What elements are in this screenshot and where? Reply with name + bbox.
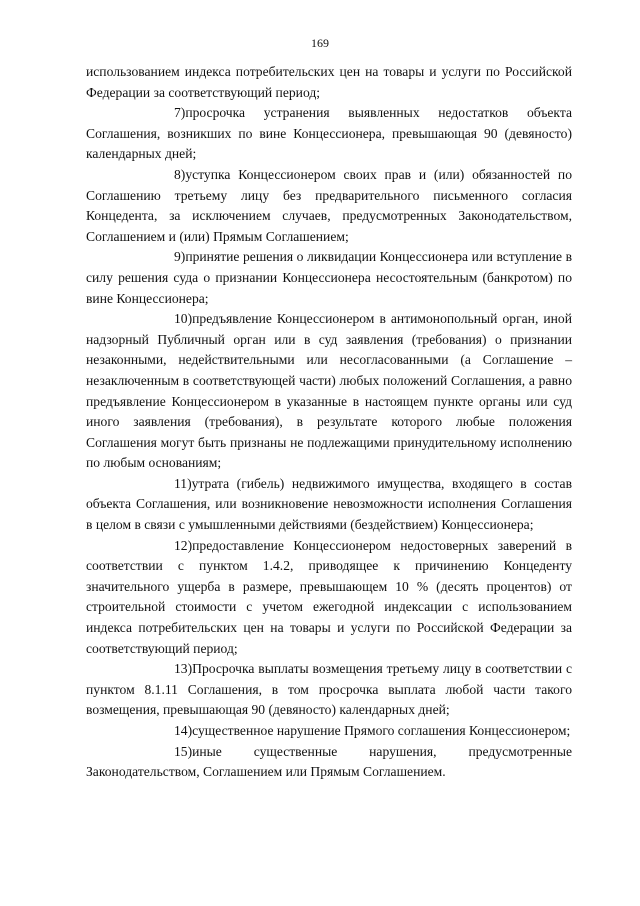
list-item-text: предоставление Концессионером недостоверных заверений в соответствии с пунктом 1.4.2, приводящее к причинению Концеденту значительного ущерба в размере, превышающем 10 % (десять процентов) от строительной стоимости с учетом ежегодной индексации с использованием индекса потребительских цен на товары и услуги по Российской Федерации за соответствующий период; — [86, 537, 572, 656]
list-item-text: утрата (гибель) недвижимого имущества, входящего в состав объекта Соглашения, или возникновение невозможности исполнения Соглашения в целом в связи с умышленными действиями (бездействием) Концессионера; — [86, 475, 572, 533]
list-item-number: 12) — [174, 537, 193, 553]
list-item-text: просрочка устранения выявленных недостатков объекта Соглашения, возникших по вине Концессионера, превышающая 90 (девяносто) календарных дней; — [86, 105, 572, 162]
page-number: 169 — [311, 36, 329, 50]
list-item-number: 8) — [174, 166, 186, 182]
list-item-text: предъявление Концессионером в антимонопольный орган, иной надзорный Публичный орган или в суд заявления (требования) о признании незаконными, недействительными или несогласованными (а Соглашение – незаключенным в соответствующей части) любых положений Соглашения, а равно предъявление Концессионером в указанные в настоящем пункте органы или суд иного заявления (требования), в результате которого любые положения Соглашения могут быть признаны не подлежащими принудительному исполнению по любым основаниям; — [86, 311, 572, 471]
list-item-number: 11) — [174, 475, 192, 491]
list-item-number: 15) — [174, 743, 193, 759]
document-body — [86, 62, 572, 783]
list-item-9 — [86, 247, 572, 309]
list-item-number: 9) — [174, 249, 186, 265]
list-item-15 — [86, 742, 572, 783]
list-item-text: принятие решения о ликвидации Концессионера или вступление в силу решения суда о признании Концессионера несостоятельным (банкротом) по вине Концессионера; — [86, 249, 572, 306]
list-item-13 — [86, 659, 572, 721]
list-item-number: 14) — [174, 723, 193, 738]
list-item-number: 7) — [174, 105, 186, 121]
list-item-8 — [86, 165, 572, 247]
list-item-number: 10) — [174, 311, 193, 327]
list-item-text: существенное нарушение Прямого соглашения Концессионером; — [192, 723, 571, 738]
list-item-10 — [86, 309, 572, 474]
paragraph-text: использованием индекса потребительских цен на товары и услуги по Российской Федерации за соответствующий период; — [86, 64, 572, 100]
list-item-11 — [86, 474, 572, 536]
paragraph-continuation — [86, 62, 572, 103]
list-item-7 — [86, 103, 572, 165]
list-item-14 — [86, 721, 572, 742]
list-item-text: Просрочка выплаты возмещения третьему лицу в соответствии с пунктом 8.1.11 Соглашения, в том просрочка выплата любой части такого возмещения, превышающая 90 (девяносто) календарных дней; — [86, 661, 572, 718]
list-item-number: 13) — [174, 661, 193, 677]
list-item-12 — [86, 536, 572, 660]
list-item-text: уступка Концессионером своих прав и (или) обязанностей по Соглашению третьему лицу без предварительного письменного согласия Концедента, за исключением случаев, предусмотренных Законодательством, Соглашением и (или) Прямым Соглашением; — [86, 166, 572, 244]
list-item-text: иные существенные нарушения, предусмотренные Законодательством, Соглашением или Прямым Соглашением. — [86, 743, 572, 780]
